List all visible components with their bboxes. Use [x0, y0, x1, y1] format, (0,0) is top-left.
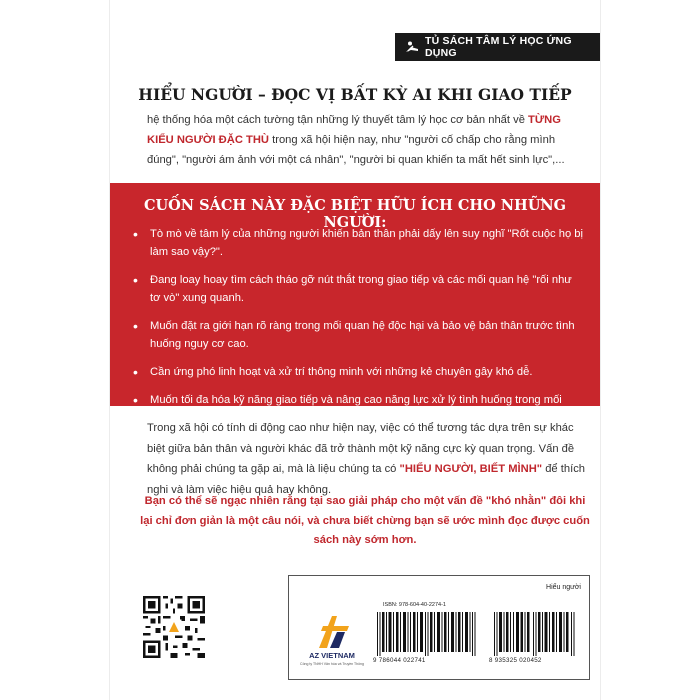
product-barcode-number: 8 935325 020452	[489, 657, 542, 664]
audience-list	[130, 225, 585, 437]
book-title-small: Hiểu người	[546, 584, 581, 591]
isbn-label: ISBN: 978-604-40-2274-1	[383, 602, 446, 608]
headline: HIỂU NGƯỜI – ĐỌC VỊ BẤT KỲ AI KHI GIAO TIẾP	[138, 85, 572, 104]
body-highlight: "HIỂU NGƯỜI, BIẾT MÌNH"	[399, 463, 543, 475]
series-label: TỦ SÁCH TÂM LÝ HỌC ỨNG DỤNG	[425, 35, 572, 59]
body-text-2: để thích nghi và làm việc hiệu quả hay không.	[147, 463, 586, 496]
closing-paragraph: Bạn có thể sẽ ngạc nhiên rằng tại sao giải pháp cho một vấn đề "khó nhằn" đôi khi lại chỉ đơn giản là một câu nói, và chưa biết chừng bạn sẽ ước mình đọc được cuốn sách này sớm hơn.	[140, 495, 590, 546]
intro-text-2: trong xã hội hiện nay, như "người cố chấp cho rằng mình đúng", "người ám ảnh với một cá nhân", "người bi quan khiến ta mất hết sinh lực",...	[147, 134, 565, 166]
publisher-name: AZ VIETNAM	[309, 651, 355, 660]
audience-item: • Muốn đặt ra giới hạn rõ ràng trong mối quan hệ độc hại và bảo vệ bản thân trước tình huống nguy cơ cao.	[130, 317, 585, 353]
isbn-barcode-number: 9 786044 022741	[373, 657, 426, 664]
audience-item: • Tò mò về tâm lý của những người khiến bản thân phải dấy lên suy nghĩ "Rốt cuộc họ bị làm sao vậy?".	[130, 225, 585, 261]
audience-item: • Muốn tối đa hóa kỹ năng giao tiếp và nâng cao năng lực xử lý tình huống trong mối quan hệ với gia đình, bạn bè, đồng nghiệp và nhất là cấp trên - cấp dưới.	[130, 391, 585, 427]
barcode-panel	[288, 575, 590, 680]
qr-code	[143, 596, 205, 658]
intro-text-1: hệ thống hóa một cách tường tận những lý thuyết tâm lý học cơ bản nhất về	[147, 114, 529, 126]
isbn-barcode	[373, 612, 483, 656]
intro-highlight: TỪNG KIỂU NGƯỜI ĐẶC THÙ	[147, 114, 561, 146]
series-banner	[395, 33, 600, 61]
audience-item: • Đang loay hoay tìm cách tháo gỡ nút thắt trong giao tiếp và các mối quan hệ "rối như tơ vò" xung quanh.	[130, 271, 585, 307]
book-reader-icon	[405, 41, 419, 53]
audience-title: CUỐN SÁCH NÀY ĐẶC BIỆT HỮU ÍCH CHO NHỮNG NGƯỜI:	[143, 197, 566, 231]
publisher-subtitle: Công ty TNHH Văn hóa và Truyền Thông	[300, 662, 364, 666]
body-paragraph	[147, 418, 587, 500]
book-back-cover	[110, 0, 600, 700]
intro-paragraph	[147, 110, 587, 170]
az-vietnam-logo	[309, 612, 355, 650]
audience-box	[110, 183, 600, 424]
audience-item: • Cần ứng phó linh hoạt và xử trí thông minh với những kẻ chuyên gây khó dễ.	[130, 363, 585, 381]
product-barcode	[491, 612, 581, 656]
body-text-1: Trong xã hội có tính di động cao như hiện nay, việc có thể tương tác dựa trên sự khác biệt giữa bản thân và người khác đã trở thành một kỹ năng cực kỳ quan trọng. Vấn đề không phải chúng ta gặp ai, mà là liệu chúng ta có	[147, 422, 575, 475]
